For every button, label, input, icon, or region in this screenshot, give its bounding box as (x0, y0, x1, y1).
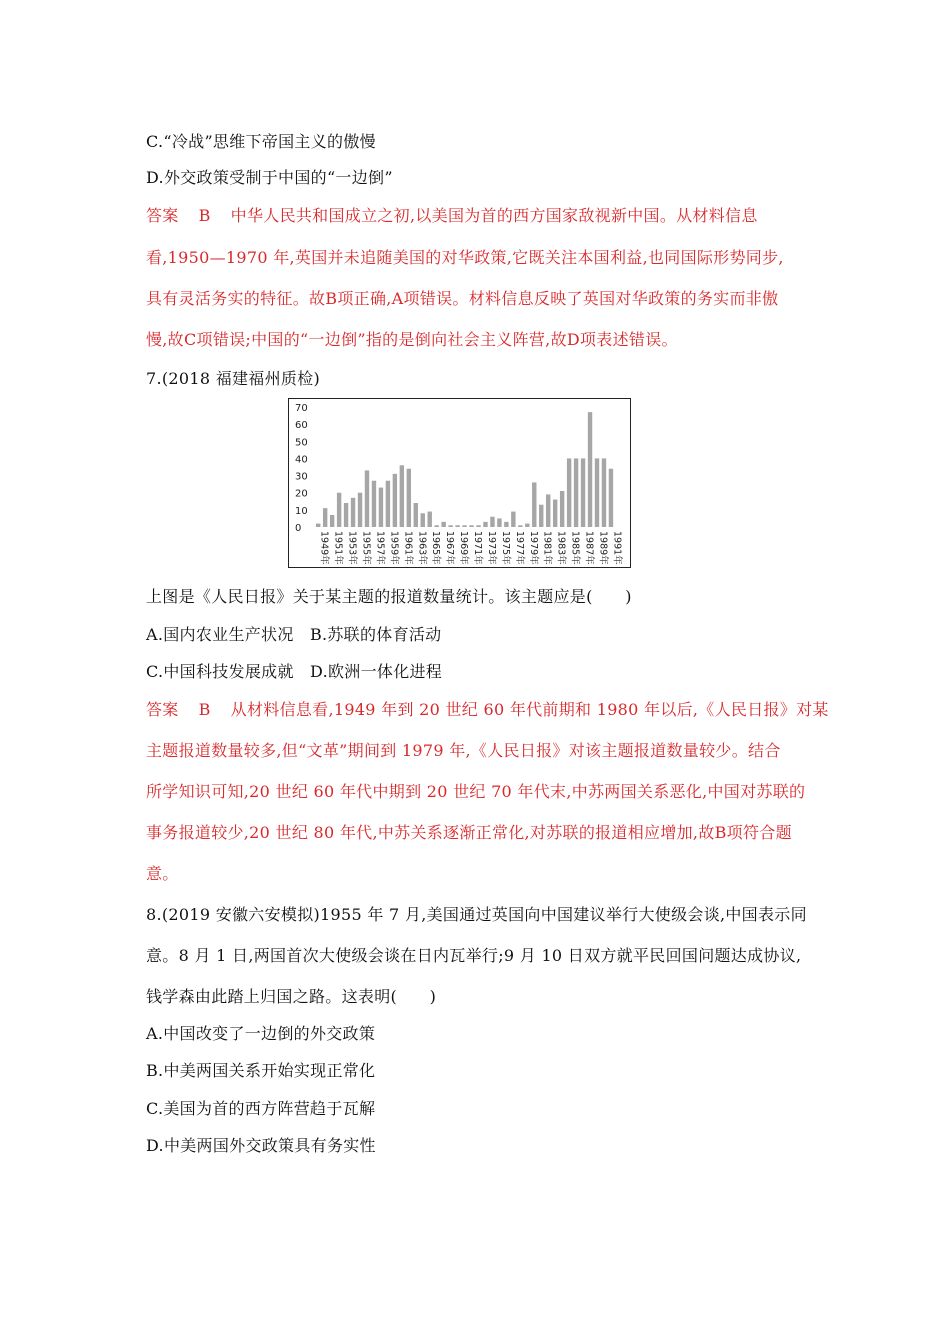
x-tick-label: 1985年 (569, 531, 581, 565)
answer-label: 答案 (146, 700, 179, 719)
x-tick-label: 1973年 (485, 531, 497, 565)
bar (553, 500, 557, 527)
q7-analysis-line-3: 所学知识可知,20 世纪 60 年代中期到 20 世纪 70 年代末,中苏两国关系恶化,中国对苏联的 (146, 782, 806, 801)
y-tick-label: 60 (295, 420, 308, 432)
bar (609, 469, 613, 527)
x-tick-label: 1949年 (318, 531, 330, 565)
q8-option-d: D.中美两国外交政策具有务实性 (146, 1136, 376, 1155)
x-tick-label: 1987年 (583, 531, 595, 565)
q7-analysis-line-5: 意。 (146, 864, 179, 883)
q7-analysis-line-1: 从材料信息看,1949 年到 20 世纪 60 年代前期和 1980 年以后,《人民日报》对某 (230, 700, 829, 719)
bar (358, 493, 362, 527)
bar (337, 493, 341, 527)
bar (455, 525, 459, 527)
bar (414, 503, 418, 527)
bar (323, 508, 327, 527)
x-tick-label: 1963年 (416, 531, 428, 565)
bar (316, 524, 320, 527)
bar (428, 512, 432, 527)
bar-chart (288, 398, 631, 568)
y-tick-label: 50 (295, 437, 308, 449)
y-tick-label: 30 (295, 471, 308, 483)
answer-key: B (198, 206, 211, 225)
q6-analysis-line-4: 慢,故C项错误;中国的“一边倒”指的是倒向社会主义阵营,故D项表述错误。 (146, 330, 678, 349)
bar (421, 513, 425, 527)
q6-option-c: C.“冷战”思维下帝国主义的傲慢 (146, 132, 376, 151)
q6-analysis-line-2: 看,1950—1970 年,英国并未追随美国的对华政策,它既关注本国利益,也同国际形势同步, (146, 248, 784, 267)
x-tick-label: 1969年 (458, 531, 470, 565)
q7-stem: 上图是《人民日报》关于某主题的报道数量统计。该主题应是( ) (146, 587, 632, 606)
y-tick-label: 20 (295, 488, 308, 500)
y-tick-label: 0 (295, 523, 302, 534)
x-tick-label: 1955年 (360, 531, 372, 565)
bar (560, 491, 564, 527)
q7-header: 7.(2018 福建福州质检) (146, 369, 321, 388)
bar (574, 458, 578, 527)
q7-options-row-1: A.国内农业生产状况 B.苏联的体育活动 (146, 625, 442, 644)
q7-answer (146, 697, 829, 720)
bar (393, 474, 397, 527)
q8-stem-line-3: 钱学森由此踏上归国之路。这表明( ) (146, 987, 437, 1006)
q6-analysis-line-3: 具有灵活务实的特征。故B项正确,A项错误。材料信息反映了英国对华政策的务实而非傲 (146, 289, 779, 308)
y-tick-label: 70 (295, 403, 308, 414)
x-tick-label: 1981年 (541, 531, 553, 565)
bar (490, 517, 494, 527)
x-tick-label: 1989年 (597, 531, 609, 565)
x-tick-label: 1991年 (611, 531, 623, 565)
bar (469, 525, 473, 527)
answer-key: B (198, 700, 211, 719)
x-tick-label: 1961年 (402, 531, 414, 565)
bar (386, 481, 390, 527)
x-tick-label: 1951年 (332, 531, 344, 565)
bar (546, 494, 550, 527)
x-tick-label: 1979年 (527, 531, 539, 565)
q8-stem-line-2: 意。8 月 1 日,两国首次大使级会谈在日内瓦举行;9 月 10 日双方就平民回国问题达成协议, (146, 946, 802, 965)
bar (462, 525, 466, 527)
x-tick-label: 1977年 (513, 531, 525, 565)
bar (595, 458, 599, 527)
x-tick-label: 1971年 (472, 531, 484, 565)
bar (588, 412, 592, 527)
bar (344, 503, 348, 527)
x-tick-label: 1967年 (444, 531, 456, 565)
q7-options-row-2: C.中国科技发展成就 D.欧洲一体化进程 (146, 662, 443, 681)
bar (372, 481, 376, 527)
bar (407, 469, 411, 527)
bar (567, 458, 571, 527)
x-tick-label: 1975年 (499, 531, 511, 565)
bar (532, 482, 536, 527)
x-tick-label: 1959年 (388, 531, 400, 565)
x-tick-label: 1957年 (374, 531, 386, 565)
bar-chart-svg (289, 399, 632, 569)
bar (504, 522, 508, 527)
bar (511, 512, 515, 527)
bar (539, 505, 543, 527)
y-tick-label: 10 (295, 505, 308, 517)
q8-option-a: A.中国改变了一边倒的外交政策 (146, 1024, 376, 1043)
bar (330, 515, 334, 527)
x-tick-label: 1965年 (430, 531, 442, 565)
bar (434, 525, 438, 527)
bar (351, 498, 355, 527)
q6-analysis-line-1: 中华人民共和国成立之初,以美国为首的西方国家敌视新中国。从材料信息 (230, 206, 758, 225)
q8-option-b: B.中美两国关系开始实现正常化 (146, 1061, 376, 1080)
bar (379, 488, 383, 527)
q6-answer (146, 203, 758, 226)
x-tick-label: 1983年 (555, 531, 567, 565)
q6-option-d: D.外交政策受制于中国的“一边倒” (146, 168, 393, 187)
bar (400, 465, 404, 527)
bar (602, 458, 606, 527)
bar (483, 522, 487, 527)
bar (525, 524, 529, 527)
bar (365, 470, 369, 527)
bar (497, 518, 501, 527)
q8-stem-line-1: 8.(2019 安徽六安模拟)1955 年 7 月,美国通过英国向中国建议举行大使级会谈,中国表示同 (146, 905, 807, 924)
bar (581, 458, 585, 527)
x-tick-label: 1953年 (346, 531, 358, 565)
bar (518, 525, 522, 527)
bar (448, 525, 452, 527)
q8-option-c: C.美国为首的西方阵营趋于瓦解 (146, 1099, 376, 1118)
bar (441, 522, 445, 527)
q7-analysis-line-2: 主题报道数量较多,但“文革”期间到 1979 年,《人民日报》对该主题报道数量较少。结合 (146, 741, 781, 760)
answer-label: 答案 (146, 206, 179, 225)
y-tick-label: 40 (295, 454, 308, 466)
q7-analysis-line-4: 事务报道较少,20 世纪 80 年代,中苏关系逐渐正常化,对苏联的报道相应增加,故B项符合题 (146, 823, 792, 842)
bar (476, 525, 480, 527)
